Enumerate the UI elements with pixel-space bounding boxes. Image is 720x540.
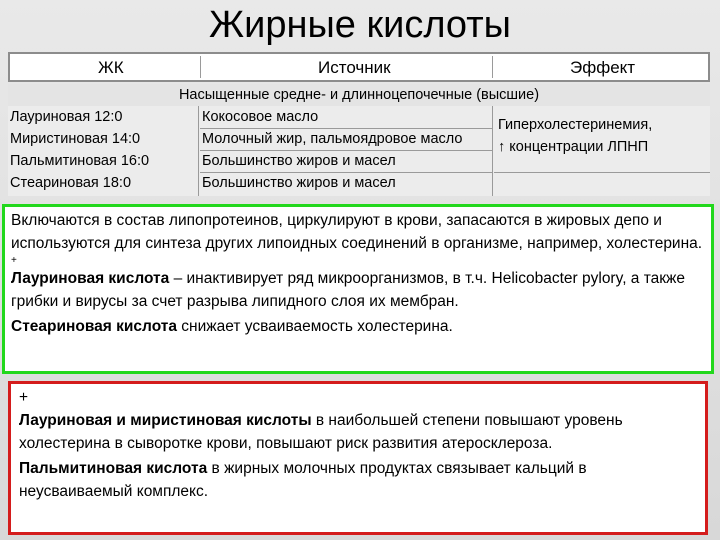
box-paragraph — [19, 409, 697, 455]
column-divider — [492, 106, 493, 196]
table-cell-acid: Лауриновая 12:0 — [10, 109, 123, 125]
lauric-acid-term: Лауриновая кислота — [11, 270, 170, 287]
slide-title: Жирные кислоты — [209, 4, 511, 46]
box-paragraph — [19, 457, 697, 503]
header-divider — [200, 56, 201, 78]
plus-marker: + — [19, 389, 29, 406]
header-source: Источник — [318, 58, 391, 77]
plus-marker: + — [11, 255, 17, 266]
header-acid: ЖК — [98, 58, 124, 77]
table-cell-source: Молочный жир, пальмоядровое масло — [202, 131, 463, 147]
red-warning-box — [8, 381, 708, 535]
palmitic-acid-text: в жирных молочных продуктах связывает кальций в неусваиваемый комплекс. — [19, 460, 587, 500]
table-cell-acid: Миристиновая 14:0 — [10, 131, 141, 147]
table-cell-acid: Пальмитиновая 16:0 — [10, 153, 150, 169]
lauric-myristic-text: в наибольшей степени повышают уровень холестерина в сыворотке крови, повышают риск развития атеросклероза. — [19, 412, 623, 452]
row-divider — [494, 172, 710, 173]
palmitic-acid-term: Пальмитиновая кислота — [19, 460, 208, 477]
lauric-acid-text: – инактивирует ряд микроорганизмов, в т.ч. Helicobacter pylory, а также грибки и вирусы за счет разрыва липидного слоя их мембран. — [11, 270, 686, 310]
column-divider — [198, 106, 199, 196]
table-body — [8, 106, 710, 196]
table-cell-source: Большинство жиров и масел — [202, 175, 396, 191]
fatty-acids-table — [8, 52, 710, 196]
stearic-acid-term: Стеариновая кислота — [11, 318, 177, 335]
table-cell-acid: Стеариновая 18:0 — [10, 175, 132, 191]
stearic-acid-text: снижает усваиваемость холестерина. — [177, 318, 453, 335]
table-cell-source: Большинство жиров и масел — [202, 153, 396, 169]
box-paragraph: Включаются в состав липопротеинов, циркулируют в крови, запасаются в жировых депо и используются для синтеза других липоидных соединений в организме, например, холестерина. — [11, 212, 703, 252]
green-info-box — [2, 204, 714, 374]
header-divider — [492, 56, 493, 78]
table-header-row — [8, 52, 710, 82]
box-paragraph — [11, 267, 705, 313]
table-cell-source: Кокосовое масло — [202, 109, 319, 125]
header-effect: Эффект — [570, 58, 636, 77]
table-cell-effect: Гиперхолестеринемия, — [498, 117, 653, 133]
table-cell-effect: ↑ концентрации ЛПНП — [498, 139, 649, 155]
box-paragraph — [11, 315, 705, 338]
table-subheader: Насыщенные средне- и длинноцепочечные (высшие) — [8, 84, 710, 106]
lauric-myristic-term: Лауриновая и миристиновая кислоты — [19, 412, 312, 429]
